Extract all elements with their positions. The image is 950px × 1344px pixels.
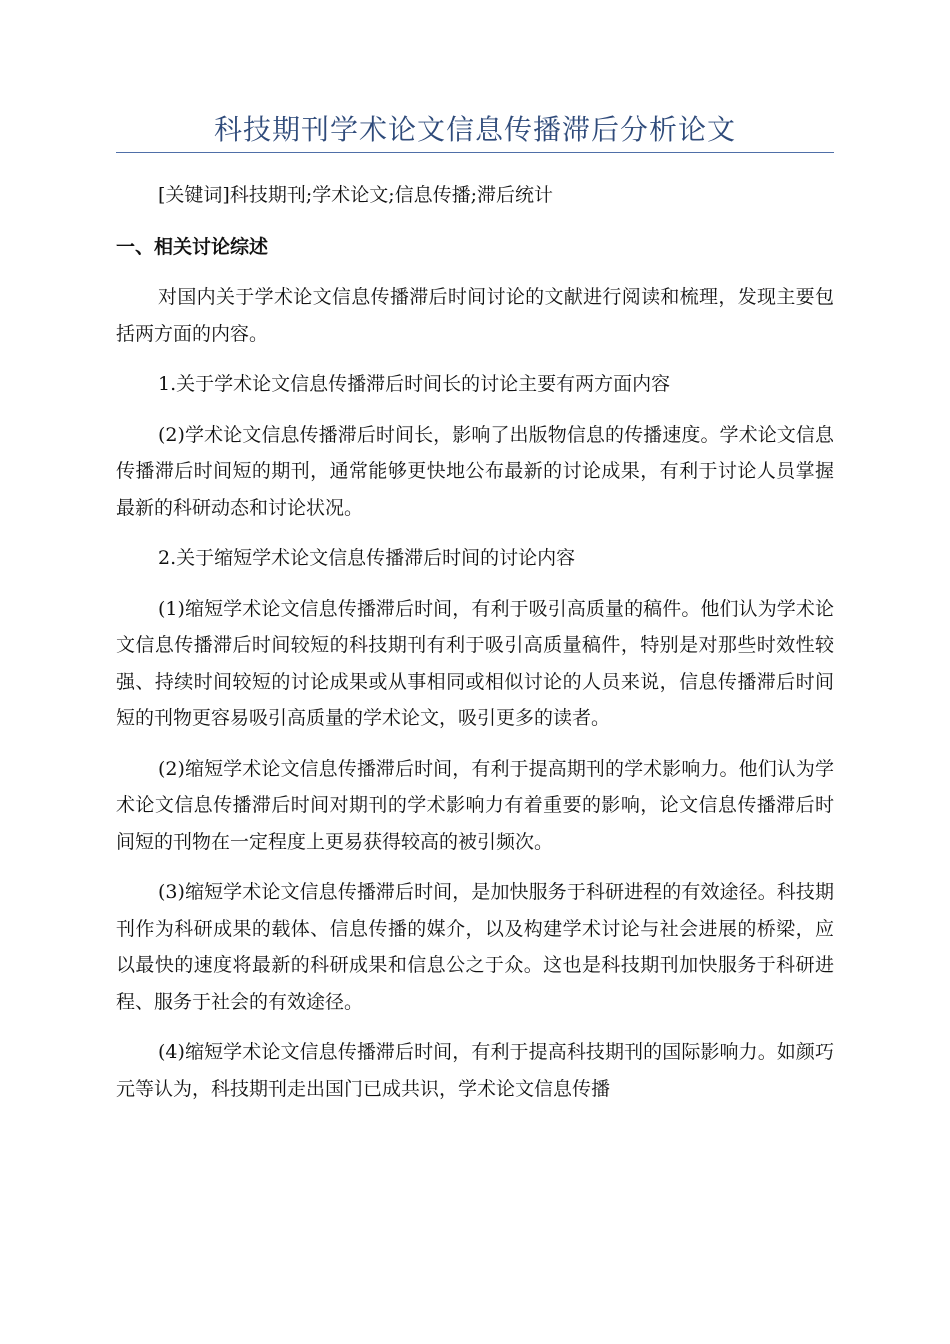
paragraph: (4)缩短学术论文信息传播滞后时间，有利于提高科技期刊的国际影响力。如颜巧元等认为，科技期刊走出国门已成共识，学术论文信息传播 (116, 1041, 834, 1100)
paragraph: (2)学术论文信息传播滞后时间长，影响了出版物信息的传播速度。学术论文信息传播滞后时间短的期刊，通常能够更快地公布最新的讨论成果，有利于讨论人员掌握最新的科研动态和讨论状况。 (116, 423, 834, 519)
paragraph: (2)缩短学术论文信息传播滞后时间，有利于提高期刊的学术影响力。他们认为学术论文信息传播滞后时间对期刊的学术影响力有着重要的影响，论文信息传播滞后时间短的刊物在一定程度上更易获得较高的被引频次。 (116, 757, 834, 853)
paragraph: (3)缩短学术论文信息传播滞后时间，是加快服务于科研进程的有效途径。科技期刊作为科研成果的载体、信息传播的媒介，以及构建学术讨论与社会进展的桥梁，应以最快的速度将最新的科研成果和信息公之于众。这也是科技期刊加快服务于科研进程、服务于社会的有效途径。 (116, 881, 834, 1013)
document-page (116, 110, 834, 1107)
paragraph: 对国内关于学术论文信息传播滞后时间讨论的文献进行阅读和梳理，发现主要包括两方面的内容。 (116, 286, 834, 345)
document-title: 科技期刊学术论文信息传播滞后分析论文 (116, 110, 834, 153)
paragraph: (1)缩短学术论文信息传播滞后时间，有利于吸引高质量的稿件。他们认为学术论文信息传播滞后时间较短的科技期刊有利于吸引高质量稿件，特别是对那些时效性较强、持续时间较短的讨论成果或从事相同或相似讨论的人员来说，信息传播滞后时间短的刊物更容易吸引高质量的学术论文，吸引更多的读者。 (116, 597, 834, 729)
section-heading: 一、相关讨论综述 (116, 236, 269, 258)
paragraph: 1.关于学术论文信息传播滞后时间长的讨论主要有两方面内容 (158, 373, 671, 395)
paragraph: 2.关于缩短学术论文信息传播滞后时间的讨论内容 (158, 547, 576, 569)
keywords-line: [关键词]科技期刊;学术论文;信息传播;滞后统计 (158, 184, 554, 206)
